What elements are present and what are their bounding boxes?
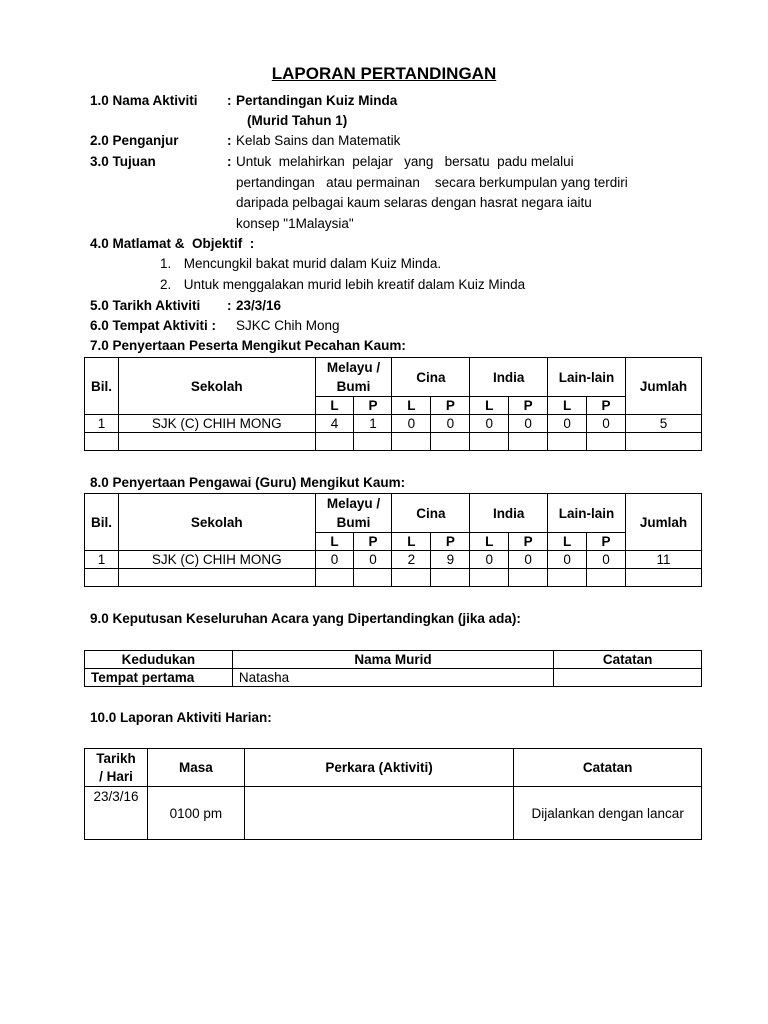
- objektif-number: 1.: [160, 256, 172, 271]
- cell-bil: 1: [85, 551, 119, 569]
- col-sekolah: Sekolah: [118, 358, 315, 415]
- col-l: L: [392, 397, 431, 415]
- col-p: P: [354, 397, 392, 415]
- cell-cina-l: 2: [392, 551, 431, 569]
- objektif-text: Untuk menggalakan murid lebih kreatif dalam Kuiz Minda: [183, 277, 526, 292]
- objektif-item: [160, 256, 441, 271]
- penganjur-label: 2.0 Penganjur: [90, 133, 179, 148]
- cell-melayu-p: 0: [354, 551, 392, 569]
- cell-tarikh: 23/3/16: [85, 787, 148, 840]
- col-cina: Cina: [392, 358, 470, 397]
- table-row-empty: [85, 433, 702, 451]
- col-catatan: Catatan: [554, 651, 702, 669]
- table-row: [85, 787, 702, 840]
- nama-aktiviti-label: 1.0 Nama Aktiviti: [90, 93, 198, 108]
- col-perkara: Perkara (Aktiviti): [244, 749, 513, 787]
- table-row-empty: [85, 569, 702, 587]
- cell-lain-l: 0: [548, 415, 587, 433]
- nama-aktiviti-sub: (Murid Tahun 1): [247, 113, 348, 128]
- col-bil: Bil.: [85, 494, 119, 551]
- col-masa: Masa: [147, 749, 244, 787]
- col-melayu-line1: Melayu /: [326, 496, 381, 511]
- table-row: [85, 415, 702, 433]
- cell-melayu-l: 4: [315, 415, 354, 433]
- col-melayu-line2: Bumi: [336, 515, 371, 530]
- tempat-label: 6.0 Tempat Aktiviti :: [90, 318, 217, 333]
- col-kedudukan: Kedudukan: [85, 651, 233, 669]
- col-l: L: [470, 397, 509, 415]
- cell-lain-p: 0: [587, 415, 626, 433]
- cell-cina-p: 9: [431, 551, 470, 569]
- col-tarikh-line1: Tarikh: [96, 750, 136, 766]
- col-jumlah: Jumlah: [625, 358, 701, 415]
- objektif-number: 2.: [160, 277, 172, 292]
- activity-table: [84, 748, 702, 840]
- cell-lain-l: 0: [548, 551, 587, 569]
- col-nama-murid: Nama Murid: [232, 651, 553, 669]
- col-melayu: [315, 358, 392, 397]
- colon: :: [227, 298, 232, 313]
- cell-cina-p: 0: [431, 415, 470, 433]
- col-lain: Lain-lain: [548, 494, 626, 533]
- col-melayu-line2: Bumi: [336, 379, 371, 394]
- col-l: L: [315, 533, 354, 551]
- col-tarikh-line2: / Hari: [99, 768, 133, 784]
- cell-masa: 0100 pm: [147, 787, 244, 840]
- tujuan-line: daripada pelbagai kaum selaras dengan hasrat negara iaitu: [236, 195, 592, 210]
- col-p: P: [354, 533, 392, 551]
- teacher-table: [84, 493, 702, 587]
- col-l: L: [315, 397, 354, 415]
- col-cina: Cina: [392, 494, 470, 533]
- cell-cina-l: 0: [392, 415, 431, 433]
- col-jumlah: Jumlah: [625, 494, 701, 551]
- col-p: P: [431, 397, 470, 415]
- tujuan-line: konsep "1Malaysia": [236, 216, 354, 231]
- col-l: L: [548, 397, 587, 415]
- tujuan-line: pertandingan atau permainan secara berkumpulan yang terdiri: [236, 175, 628, 190]
- page-title: LAPORAN PERTANDINGAN: [271, 64, 497, 83]
- col-catatan: Catatan: [514, 749, 702, 787]
- cell-kedudukan: Tempat pertama: [85, 669, 233, 687]
- section-8-label: 8.0 Penyertaan Pengawai (Guru) Mengikut Kaum:: [90, 475, 406, 490]
- col-p: P: [587, 533, 626, 551]
- tempat-value: SJKC Chih Mong: [236, 318, 340, 333]
- cell-india-p: 0: [509, 415, 548, 433]
- cell-melayu-l: 0: [315, 551, 354, 569]
- cell-lain-p: 0: [587, 551, 626, 569]
- col-p: P: [431, 533, 470, 551]
- section-7-label: 7.0 Penyertaan Peserta Mengikut Pecahan Kaum:: [90, 338, 406, 353]
- objektif-text: Mencungkil bakat murid dalam Kuiz Minda.: [183, 256, 442, 271]
- col-melayu-line1: Melayu /: [326, 360, 381, 375]
- col-bil: Bil.: [85, 358, 119, 415]
- cell-bil: 1: [85, 415, 119, 433]
- section-9-label: 9.0 Keputusan Keseluruhan Acara yang Dipertandingkan (jika ada):: [90, 611, 521, 626]
- cell-catatan: [554, 669, 702, 687]
- col-p: P: [509, 397, 548, 415]
- section-10-label: 10.0 Laporan Aktiviti Harian:: [90, 710, 272, 725]
- penganjur-value: Kelab Sains dan Matematik: [236, 133, 401, 148]
- col-p: P: [587, 397, 626, 415]
- cell-jumlah: 5: [625, 415, 701, 433]
- cell-jumlah: 11: [625, 551, 701, 569]
- col-india: India: [470, 494, 548, 533]
- tarikh-value: 23/3/16: [236, 298, 282, 313]
- colon: :: [227, 93, 232, 108]
- cell-nama-murid: Natasha: [232, 669, 553, 687]
- col-l: L: [470, 533, 509, 551]
- participant-table: [84, 357, 702, 451]
- tujuan-line: Untuk melahirkan pelajar yang bersatu padu melalui: [236, 154, 574, 169]
- col-india: India: [470, 358, 548, 397]
- result-table: [84, 650, 702, 687]
- matlamat-label: 4.0 Matlamat & Objektif :: [90, 236, 255, 251]
- cell-india-l: 0: [470, 551, 509, 569]
- objektif-item: [160, 277, 525, 292]
- table-row: [85, 669, 702, 687]
- cell-melayu-p: 1: [354, 415, 392, 433]
- table-row: [85, 551, 702, 569]
- col-l: L: [548, 533, 587, 551]
- tujuan-label: 3.0 Tujuan: [90, 154, 156, 169]
- cell-sekolah: SJK (C) CHIH MONG: [118, 551, 315, 569]
- col-p: P: [509, 533, 548, 551]
- col-lain: Lain-lain: [548, 358, 626, 397]
- cell-india-l: 0: [470, 415, 509, 433]
- tarikh-label: 5.0 Tarikh Aktiviti: [90, 298, 201, 313]
- colon: :: [227, 154, 232, 169]
- col-melayu: [315, 494, 392, 533]
- col-tarikh: [85, 749, 148, 787]
- col-sekolah: Sekolah: [118, 494, 315, 551]
- cell-perkara: [244, 787, 513, 840]
- cell-catatan: Dijalankan dengan lancar: [514, 787, 702, 840]
- nama-aktiviti-value: Pertandingan Kuiz Minda: [236, 93, 398, 108]
- colon: :: [227, 133, 232, 148]
- col-l: L: [392, 533, 431, 551]
- cell-india-p: 0: [509, 551, 548, 569]
- cell-sekolah: SJK (C) CHIH MONG: [118, 415, 315, 433]
